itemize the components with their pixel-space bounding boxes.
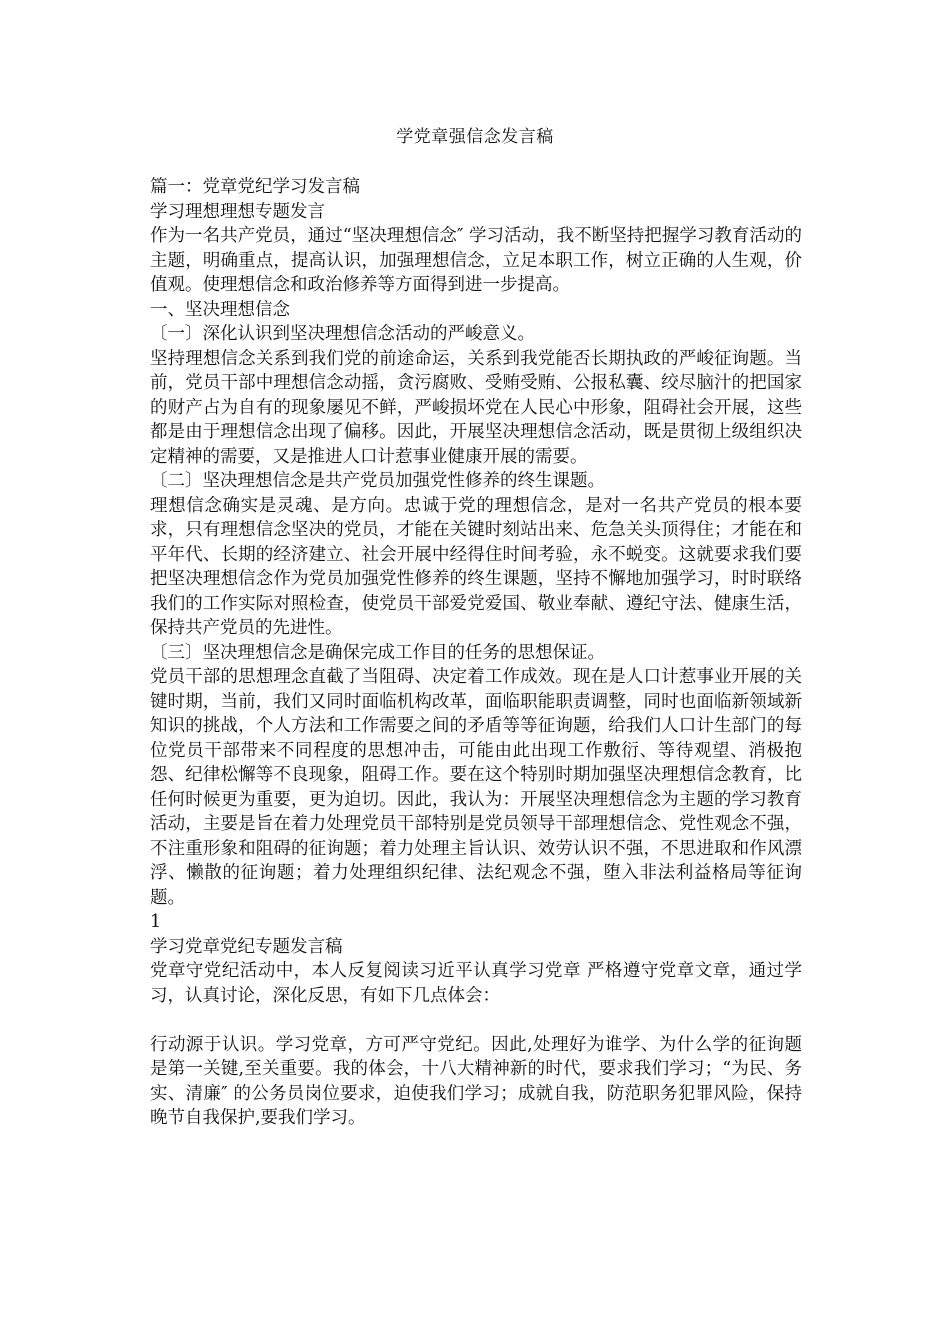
heading-party-rules-speech: 学习党章党纪专题发言稿 (150, 936, 343, 957)
document-body (150, 175, 802, 1131)
paragraph-three: 党员干部的思想理念直截了当阻碍、决定着工作成效。现在是人口计惹事业开展的关键时期，当前，我们又同时面临机构改革，面临职能职责调整，同时也面临新领域新知识的挑战，个人方法和工作需要之间的矛盾等等征询题，给我们人口计生部门的每位党员干部带来不同程度的思想冲击，可能由此出现工作敷衍、等待观望、消极抱怨、纪律松懈等不良现象，阻碍工作。要在这个特别时期加强坚决理想信念教育，比任何时候更为重要，更为迫切。因此，我认为：开展坚决理想信念为主题的学习教育活动，主要是旨在着力处理党员干部特别是党员领导干部理想信念、党性观念不强，不注重形象和阻碍的征询题；着力处理主旨认识、效劳认识不强，不思进取和作风漂浮、懒散的征询题；着力处理组织纪律、法纪观念不强，堕入非法利益格局等征询题。 (150, 667, 802, 908)
intro-paragraph: 作为一名共产党员，通过“坚决理想信念″ 学习活动，我不断坚持把握学习教育活动的主题，明确重点，提高认识，加强理想信念，立足本职工作，树立正确的人生观，价值观。使理想信念和政治修养等方面得到进一步提高。 (150, 226, 802, 295)
document-title: 学党章强信念发言稿 (396, 127, 554, 147)
paragraph-four: 党章守党纪活动中，本人反复阅读习近平认真学习党章 严格遵守党章文章，通过学习，认真讨论，深化反思，有如下几点体会： (150, 961, 802, 1006)
section-heading-one: 一、坚决理想信念 (150, 299, 290, 320)
blank-line (150, 1008, 802, 1033)
paragraph-five: 行动源于认识。学习党章，方可严守党纪。因此,处理好为谁学、为什么学的征询题是第一关键,至关重要。我的体会，十八大精神新的时代，要求我们学习；“为民、务实、清廉″ 的公务员岗位要求，迫使我们学习；成就自我，防范职务犯罪风险，保持晚节自我保护,要我们学习。 (150, 1034, 802, 1128)
paragraph-two: 理想信念确实是灵魂、是方向。忠诚于党的理想信念，是对一名共产党员的根本要求，只有理想信念坚决的党员，才能在关键时刻站出来、危急关头顶得住；才能在和平年代、长期的经济建立、社会开展中经得住时间考验，永不蜕变。这就要求我们要把坚决理想信念作为党员加强党性修养的终生课题，坚持不懈地加强学习，时时联络我们的工作实际对照检查，使党员干部爱党爱国、敬业奉献、遵纪守法、健康生活，保持共产党员的先进性。 (150, 495, 802, 638)
subsection-heading-three: 〔三〕坚决理想信念是确保完成工作目的任务的思想保证。 (150, 642, 605, 663)
paragraph-one: 坚持理想信念关系到我们党的前途命运，关系到我党能否长期执政的严峻征询题。当前，党员干部中理想信念动摇，贪污腐败、受贿受贿、公报私囊、绞尽脑汁的把国家的财产占为自有的现象屡见不鲜，严峻损坏党在人民心中形象，阻碍社会开展，这些都是由于理想信念出现了偏移。因此，开展坚决理想信念活动，既是贯彻上级组织决定精神的需要，又是推进人口计惹事业健康开展的需要。 (150, 348, 802, 467)
heading-topic-speech: 学习理想理想专题发言 (150, 201, 325, 222)
page-number: 1 (150, 912, 162, 932)
heading-part-one: 篇一：党章党纪学习发言稿 (150, 177, 360, 197)
subsection-heading-two: 〔二〕坚决理想信念是共产党员加强党性修养的终生课题。 (150, 471, 605, 491)
subsection-heading-one: 〔一〕深化认识到坚决理想信念活动的严峻意义。 (150, 324, 535, 344)
